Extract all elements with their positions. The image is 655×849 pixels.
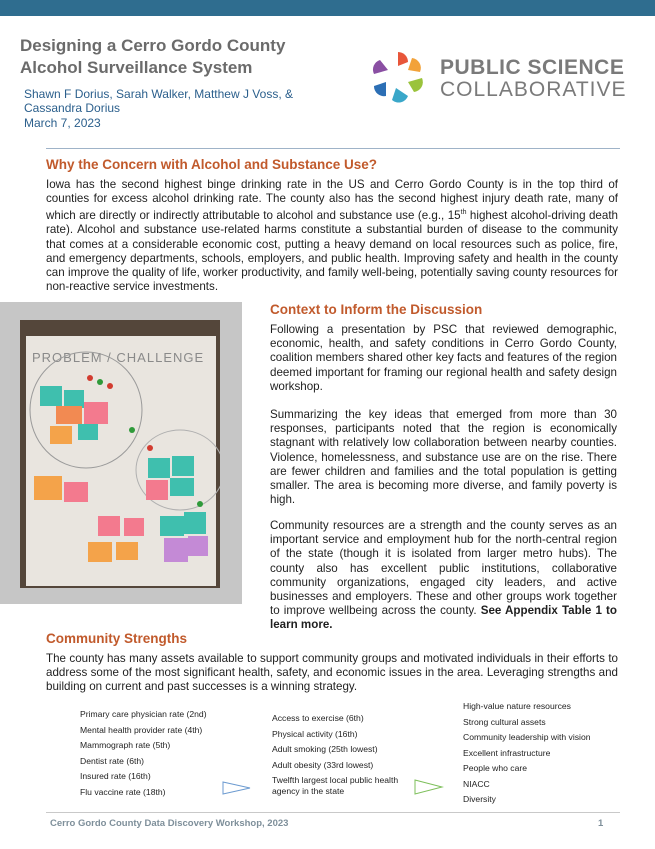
list-item: Adult smoking (25th lowest) (272, 744, 378, 754)
community-assets-list (463, 699, 623, 808)
list-item: Physical activity (16th) (272, 728, 358, 739)
list-item: Mammograph rate (5th) (80, 740, 171, 750)
list-item: Diversity (463, 794, 496, 804)
context-paragraph-2: Summarizing the key ideas that emerged from more than 30 responses, participants noted that the region is economically stagnant with relatively low collaboration between nearby counties. Violence, homelessness, and substance use are on the rise. There are fewer children and families and the total population is getting smaller. The area is becoming more diverse, and family poverty is high. (270, 408, 617, 507)
strengths-heading: Community Strengths (46, 631, 188, 646)
footer-divider (46, 812, 620, 813)
section-divider (46, 148, 620, 149)
why-superscript: th (460, 209, 467, 217)
top-accent-bar (0, 0, 655, 16)
list-item: Primary care physician rate (2nd) (80, 709, 207, 719)
logo-line-1: PUBLIC SCIENCE (440, 56, 625, 79)
list-item: Dentist rate (6th) (80, 755, 144, 766)
authors: Shawn F Dorius, Sarah Walker, Matthew J Voss, & Cassandra Dorius (24, 87, 293, 115)
context-paragraph-3-text: Community resources are a strength and the county serves as an important service and employment hub for the north-central region of the state (though it is isolated from larger metro hubs). The county also has excellent public institutions, collaborative community organizations, engaged city leaders, and active businesses and employers. These and other groups work together to improve wellbeing across the county. (270, 519, 617, 618)
health-behavior-strengths-list (272, 711, 422, 797)
list-item: Mental health provider rate (4th) (80, 724, 203, 735)
page-number: 1 (598, 818, 604, 829)
health-care-strengths-list (80, 707, 230, 800)
list-item: Strong cultural assets (463, 716, 546, 727)
context-heading: Context to Inform the Discussion (270, 302, 483, 317)
context-paragraph-1: Following a presentation by PSC that reviewed demographic, economic, health, and safety conditions in Cerro Gordo County, coalition members shared other key facts and features of the region deemed important for framing our regional health and safety design workshop. (270, 323, 617, 393)
list-item: Adult obesity (33rd lowest) (272, 759, 374, 770)
list-item: Community leadership with vision (463, 732, 591, 742)
why-paragraph (46, 178, 618, 294)
board-heading: PROBLEM / CHALLENGE (32, 350, 205, 365)
strengths-paragraph: The county has many assets available to support community groups and motivated individuals in their efforts to address some of the most significant health, safety, and economic issues in the area. Leveraging strengths and building on current and past successes is a winning strategy. (46, 652, 618, 694)
psc-logo-icon (366, 44, 430, 108)
list-item: Access to exercise (6th) (272, 713, 364, 723)
list-item: Excellent infrastructure (463, 747, 551, 758)
list-item: NIACC (463, 778, 490, 789)
list-item: High-value nature resources (463, 701, 571, 711)
logo-line-2: COLLABORATIVE (440, 78, 627, 101)
page-title: Designing a Cerro Gordo County Alcohol Surveillance System (20, 36, 286, 77)
why-text-2: highest alcohol-driving death rate). Alcohol and substance use-related harms constitute a substantial burden of disease to the community that comes at a considerable economic cost, putting a heavy demand on local resources such as police, fire, and emergency departments, schools, employers, and public health. Improving safety and health in the county can improve the quality of life, worker productivity, and family well-being, potentially saving county resources for non-reactive service investments. (46, 209, 618, 294)
list-item: Insured rate (16th) (80, 771, 151, 781)
why-text-1: Iowa has the second highest binge drinking rate in the US and Cerro Gordo County is in the top third of counties for excess alcohol drinking rate. The county also has the second highest injury death rate, many of which are directly or indirectly attributable to alcohol and substance use (e.g., 15 (46, 178, 618, 223)
list-item: Twelfth largest local public health agency in the state (272, 775, 399, 796)
workshop-photo (20, 320, 220, 588)
why-heading: Why the Concern with Alcohol and Substance Use? (46, 157, 378, 172)
date: March 7, 2023 (24, 116, 101, 130)
appendix-reference: See Appendix Table 1 to learn more. (270, 604, 617, 632)
list-item: People who care (463, 763, 528, 773)
footer-text: Cerro Gordo County Data Discovery Workshop, 2023 (50, 818, 289, 829)
arrow-icon (414, 779, 444, 800)
workshop-photo-illustration (20, 320, 220, 588)
list-item: Flu vaccine rate (18th) (80, 786, 166, 797)
arrow-icon (222, 781, 252, 800)
context-paragraph-3 (270, 519, 617, 633)
psc-logo-text (440, 57, 627, 101)
